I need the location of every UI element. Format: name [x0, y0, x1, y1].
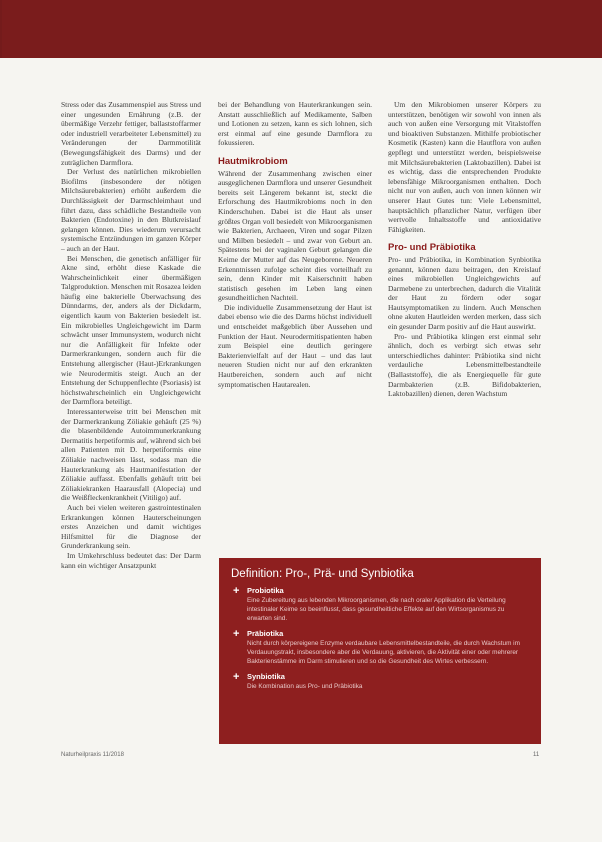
article-column-1: [61, 100, 201, 570]
paragraph: Auch bei vielen weiteren gastrointestinalen Erkrankungen können Hauterscheinungen erstes Anzeichen und damit wichtiges Hilfsmittel für die Diagnose der Grunderkrankung sein.: [61, 502, 201, 551]
definition-item-synbiotika: [233, 672, 527, 691]
paragraph: Stress oder das Zusammenspiel aus Stress und einer ungesunden Ernährung (z.B. der übermäßige Verzehr fettiger, ballaststoffarmer oder industriell verarbeiteter Lebensmittel) zu Veränderungen der Darmmotilität (Bewegungsfähigkeit des Darms) und der zuträglichen Darmflora.: [61, 100, 201, 167]
definition-title: Definition: Pro-, Prä- und Synbiotika: [231, 568, 414, 580]
plus-icon: +: [233, 585, 240, 597]
paragraph: Interessanterweise tritt bei Menschen mit der Darmerkrankung Zöliakie gehäuft (25 %) die blasenbildende Autoimmunerkrankung Dermatitis herpetiformis auf, während sich bei allen Patienten mit D. herpetiformis eine Zöliakie nachweisen lässt, sodass man die Hauterkrankung als Hautmanifestation der Zöliakie auffasst. Ebenfalls gehäuft tritt bei Zöliakiekranken Haarausfall (Alopecia) und die Weißfleckenkrankheit (Vitiligo) auf.: [61, 407, 201, 503]
section-heading-hautmikrobiom: Hautmikrobiom: [218, 155, 288, 167]
plus-icon: +: [233, 671, 240, 683]
paragraph: Der Verlust des natürlichen mikrobiellen Biofilms (insbesondere der nötigen Milchsäurebakterien) erhöht außerdem die Durchlässigkeit der Darmschleimhaut und führt dazu, dass schädliche Bestandteile von Bakterien (Endotoxine) in den Blutkreislauf gelangen können. Dies wiederum verursacht systemische Entzündungen im ganzen Körper – auch an der Haut.: [61, 167, 201, 253]
article-column-2: [218, 100, 372, 389]
definition-term: Probiotika: [247, 586, 284, 595]
paragraph: Bei Menschen, die genetisch anfälliger für Akne sind, erhöht diese Kaskade die Wahrscheinlichkeit einer übermäßigen Talgproduktion. Menschen mit Rosazea leiden häufig eine bakterielle Überwachsung des Dünndarms, der, anders als der Dickdarm, eigentlich kaum von Bakterien besiedelt ist. Ein mikrobielles Ungleichgewicht im Darm schwächt unser Immunsystem, wodurch nicht nur die Anfälligkeit für Infekte oder Darmerkrankungen, sondern auch für die Entstehung allergischer (Haut-)Erkrankungen wie Neurodermitis steigt. Auch an der Entstehung der Schuppenflechte (Psoriasis) ist höchstwahrscheinlich ein Ungleichgewicht der Darmflora beteiligt.: [61, 253, 201, 407]
paragraph: Pro- und Präbiotika klingen erst einmal sehr ähnlich, doch es verbirgt sich etwas sehr unterschiedliches dahinter: Präbiotika sind nicht verdauliche Lebensmittelbestandteile (Ballaststoffe), die als Energiequelle für gute Darmbakterien (z.B. Bifidobakterien, Laktobazillen) dienen, deren Wachstum: [388, 331, 541, 399]
paragraph: Die individuelle Zusammensetzung der Haut ist dabei ebenso wie die des Darms höchst individuell und entscheidet maßgeblich über Aussehen und Funktion der Haut. Neurodermitispatienten haben zum Beispiel eine deutlich geringere Bakterienvielfalt auf der Haut – und das laut neueren Studien nicht nur auf den erkrankten Hautbereichen, sondern auch auf nicht symptomatischen Hautarealen.: [218, 302, 372, 389]
paragraph: Um den Mikrobiomen unserer Körpers zu unterstützen, benötigen wir sowohl von innen als auch von außen eine Versorgung mit Vitalstoffen und bioaktiven Substanzen. Mithilfe probiotischer Kosmetik (Kasten) kann die Hautflora von außen gepflegt und unterstützt werden, beispielsweise mit Milchsäurebakterien (Laktobazillen). Dabei ist es wichtig, dass die entsprechenden Produkte lebensfähige Mikroorganismen enthalten. Doch nicht nur von außen, auch von innen können wir unserer Haut Gutes tun: Viele Lebensmittel, hauptsächlich pflanzlicher Natur, verfügen über wertvolle Inhaltsstoffe und antioxidative Fähigkeiten.: [388, 100, 541, 234]
paragraph: Während der Zusammenhang zwischen einer ausgeglichenen Darmflora und unserer Gesundheit bereits seit Längerem bekannt ist, steckt die Erforschung des Hautmikrobioms noch in den Kinderschuhen. Dabei ist die Haut als unser größtes Organ voll besiedelt von Mikroorganismen wie Bakterien, Archaeen, Viren und sogar Pilzen und Milben besiedelt – und zwar von Geburt an. Spätestens bei der vaginalen Geburt gelangen die Keime der Mutter auf das Neugeborene. Neueren Erkenntnissen zufolge scheint dies vorteilhaft zu sein, denn Kinder mit Kaiserschnitt haben statistisch gesehen im Leben lang einen gesundheitlichen Nachteil.: [218, 168, 372, 303]
plus-icon: +: [233, 628, 240, 640]
definition-term: Synbiotika: [247, 672, 285, 681]
definition-description: Nicht durch körpereigene Enzyme verdaubare Lebensmittelbestandteile, die durch Wachstum im Verdauungstrakt, insbesondere aber die Verdauung, aktivieren, die Aktivität einer oder mehrerer Bakterienstämme im Darm stimulieren und so die Gesundheit des Wirtes verbessern.: [247, 640, 520, 665]
article-column-3: [388, 100, 541, 399]
definition-item-praebiotika: [233, 629, 527, 666]
definition-term: Präbiotika: [247, 629, 284, 638]
header-band: [0, 0, 602, 58]
page-number: 11: [533, 752, 540, 758]
definition-description: Eine Zubereitung aus lebenden Mikroorganismen, die nach oraler Applikation die Verteilung intestinaler Keime so beeinflusst, dass gesundheitliche Effekte auf den Wirtsorganismus zu erwarten sind.: [247, 597, 506, 622]
definition-box: [219, 558, 541, 744]
section-heading-pro-praebiotika: Pro- und Präbiotika: [388, 242, 476, 254]
footer-publication: Naturheilpraxis 11/2018: [61, 752, 124, 758]
definition-description: Die Kombination aus Pro- und Präbiotika: [247, 683, 363, 690]
paragraph: Pro- und Präbiotika, in Kombination Synbiotika genannt, können dazu beitragen, den Kreislauf eines mikrobiellen Ungleichgewichts auf Darmebene zu unterbrechen, dadurch die Vitalität der Haut zu fördern oder sogar Hautsymptomatiken zu lindern. Auch Menschen ohne akuten Hautleiden werden merken, dass sich ein gesunder Darm positiv auf die Haut auswirkt.: [388, 254, 541, 332]
definition-item-probiotika: [233, 586, 527, 623]
paragraph: bei der Behandlung von Hauterkrankungen sein. Anstatt ausschließlich auf Medikamente, Salben und Lotionen zu setzen, kann es sich lohnen, sich erst einmal auf eine gesunde Darmflora zu fokussieren.: [218, 100, 372, 148]
paragraph: Im Umkehrschluss bedeutet das: Der Darm kann ein wichtiger Ansatzpunkt: [61, 550, 201, 570]
